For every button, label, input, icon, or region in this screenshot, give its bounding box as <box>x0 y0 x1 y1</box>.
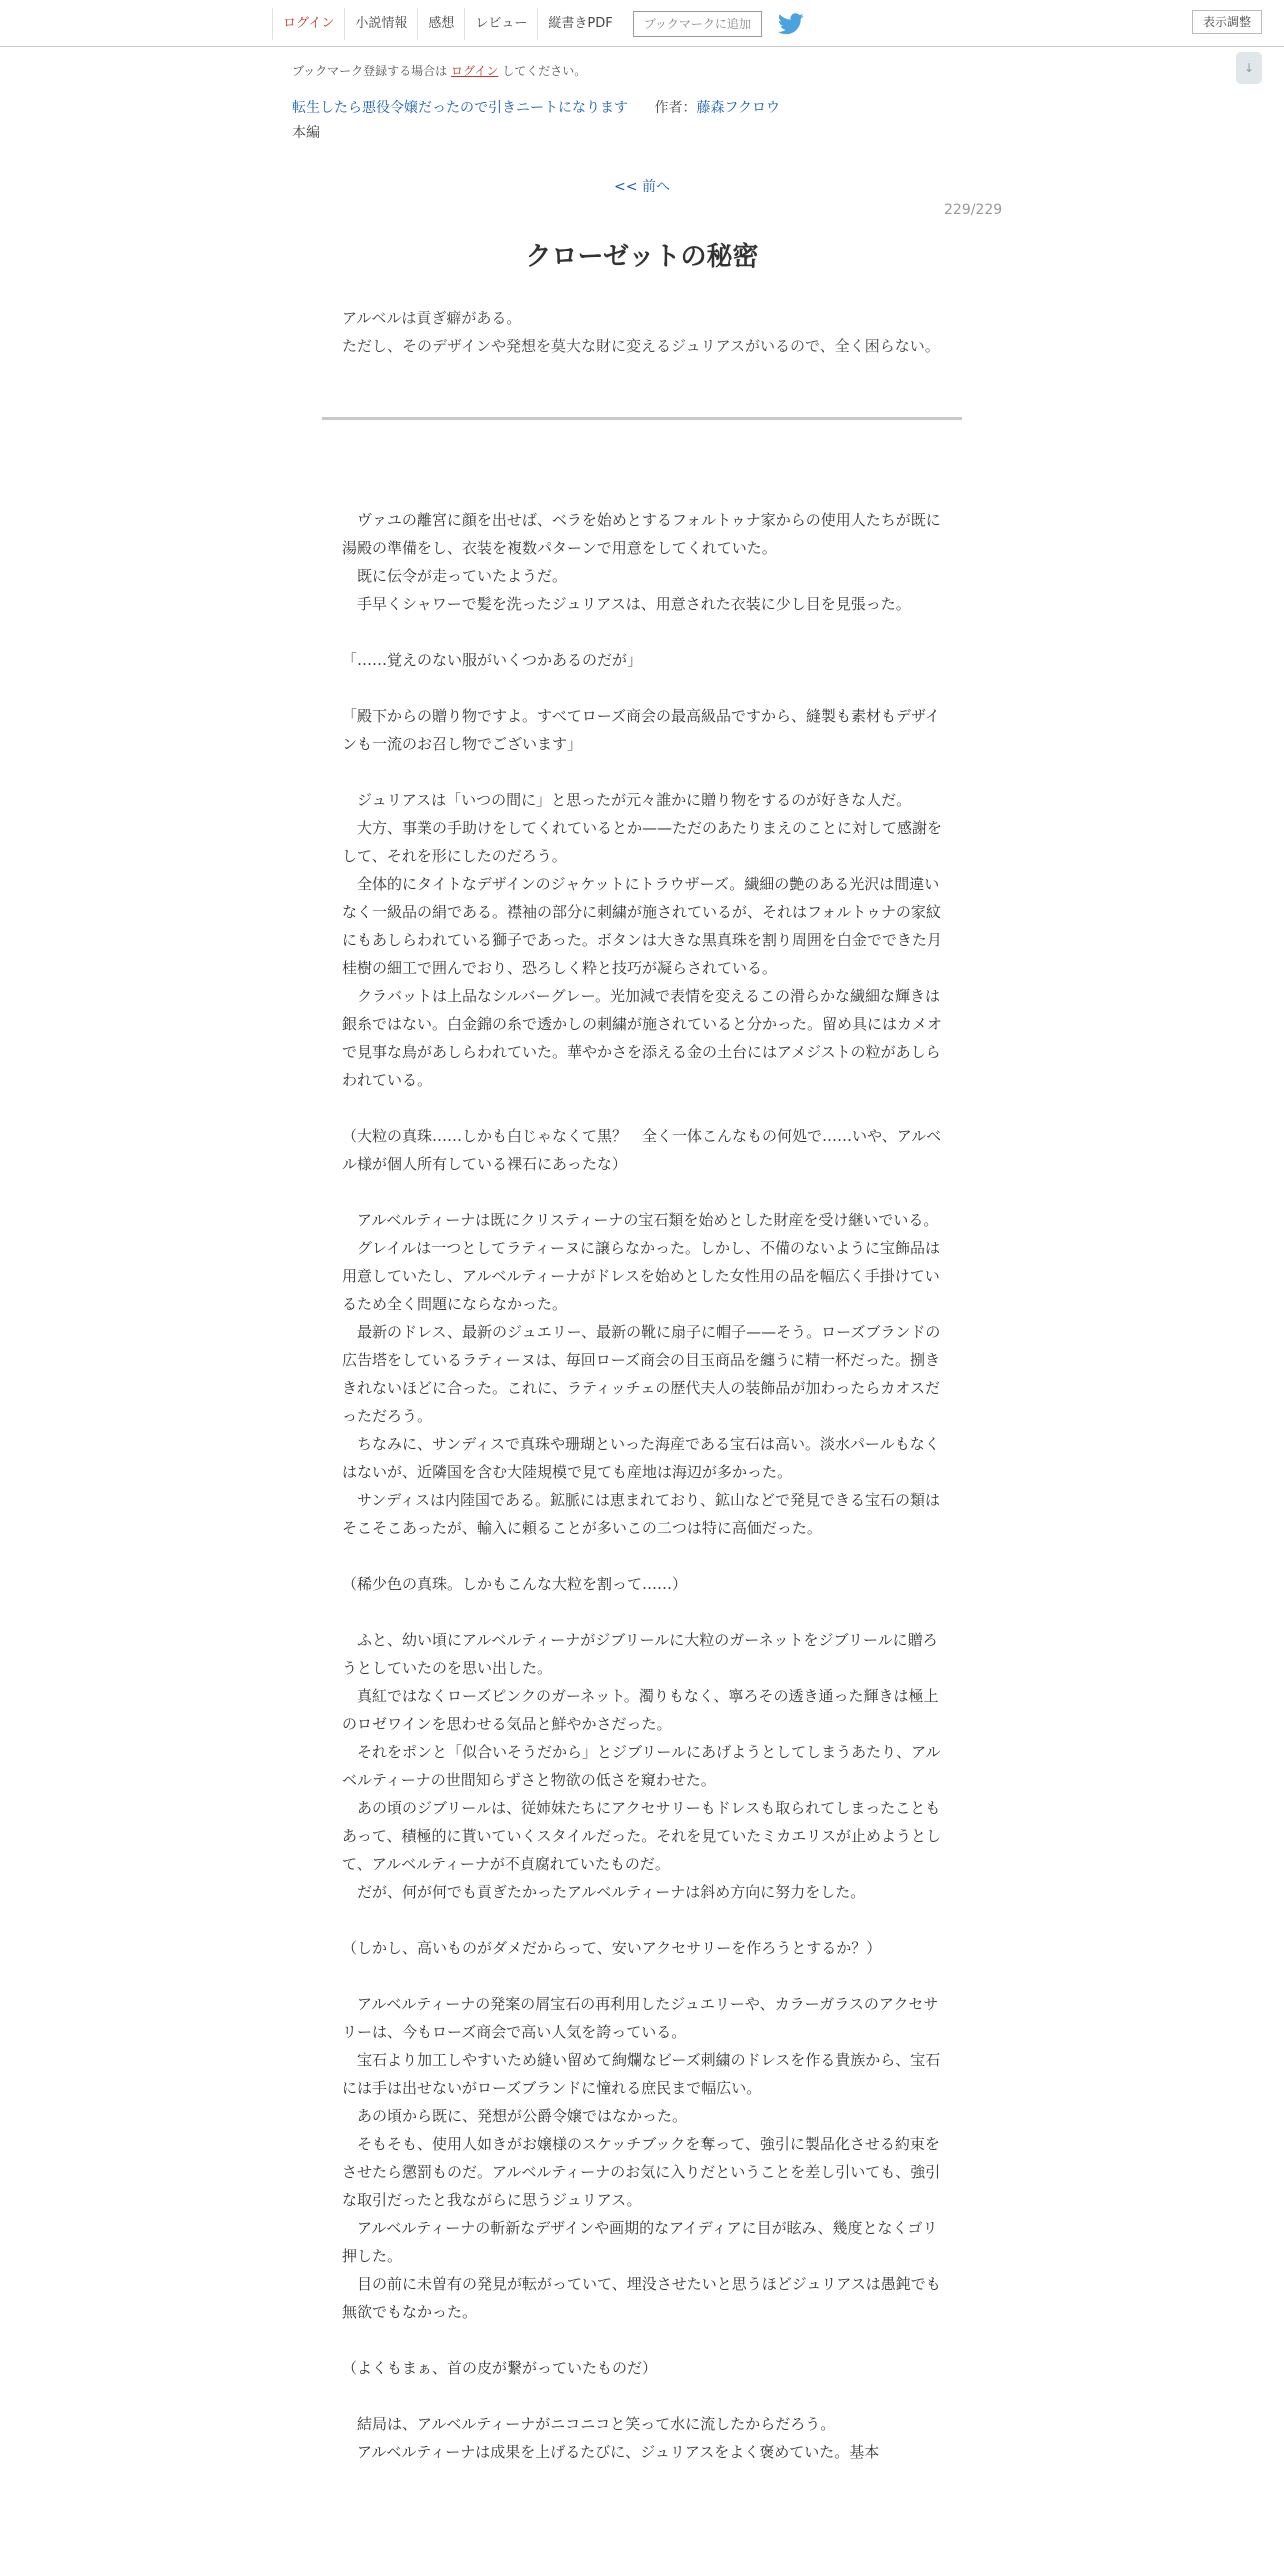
body-paragraph: 大方、事業の手助けをしてくれているとか——ただのあたりまえのことに対して感謝をして、それを形にしたのだろう。 <box>342 819 943 865</box>
nav-impressions-link[interactable]: 感想 <box>417 8 464 40</box>
body-paragraph: 全体的にタイトなデザインのジャケットにトラウザーズ。繊細の艶のある光沢は間違いなく一級品の絹である。襟袖の部分に刺繍が施されているが、それはフォルトゥナの家紋にもあしらわれている獅子であった。ボタンは大きな黒真珠を割り周囲を白金でできた月桂樹の細工で囲んでおり、恐ろしく粋と技巧が凝らされている。 <box>342 875 942 977</box>
body-paragraph: 宝石より加工しやすいため縫い留めて絢爛なビーズ刺繍のドレスを作る貴族から、宝石には手は出せないがローズブランドに憧れる庶民まで幅広い。 <box>342 2051 941 2097</box>
body-paragraph: アルベルティーナの発案の屑宝石の再利用したジュエリーや、カラーガラスのアクセサリーは、今もローズ商会で高い人気を誇っている。 <box>342 1995 939 2041</box>
body-paragraph <box>342 1178 942 1206</box>
body-paragraph: （大粒の真珠……しかも白じゃなくて黒？ 全く一体こんなもの何処で……いや、アルベル様が個人所有している裸石にあったな） <box>342 1127 942 1173</box>
body-paragraph: あの頃から既に、発想が公爵令嬢ではなかった。 <box>342 2107 688 2125</box>
body-paragraph <box>342 1542 942 1570</box>
body-paragraph: 目の前に未曽有の発見が転がっていて、埋没させたいと思うほどジュリアスは愚鈍でも無欲でもなかった。 <box>342 2275 941 2321</box>
preface <box>342 304 942 360</box>
body-paragraph <box>342 1906 942 1934</box>
body-paragraph <box>342 2326 942 2354</box>
notice-prefix: ブックマーク登録する場合は <box>292 64 448 78</box>
prev-page-link[interactable]: << 前へ <box>614 179 670 195</box>
body-paragraph: クラバットは上品なシルバーグレー。光加減で表情を変えるこの滑らかな繊細な輝きは銀糸ではない。白金錦の糸で透かしの刺繍が施されていると分かった。留め具にはカメオで見事な鳥があしらわれていた。華やかさを添える金の土台にはアメジストの粒があしらわれている。 <box>342 987 943 1089</box>
body-paragraph: ヴァユの離宮に顔を出せば、ベラを始めとするフォルトゥナ家からの使用人たちが既に湯殿の準備をし、衣装を複数パターンで用意をしてくれていた。 <box>342 511 941 557</box>
body-paragraph: グレイルは一つとしてラティーヌに譲らなかった。しかし、不備のないように宝飾品は用意していたし、アルベルティーナがドレスを始めとした女性用の品を幅広く手掛けているため全く問題にならなかった。 <box>342 1239 941 1313</box>
top-navigation-bar <box>0 0 1284 47</box>
body-paragraph <box>342 1094 942 1122</box>
body-paragraph: サンディスは内陸国である。鉱脈には恵まれており、鉱山などで発見できる宝石の類はそこそこあったが、輸入に頼ることが多いこの二つは特に高価だった。 <box>342 1491 941 1537</box>
preface-divider <box>322 417 962 420</box>
body-paragraph: 既に伝令が走っていたようだ。 <box>342 567 568 585</box>
bookmark-add-button[interactable]: ブックマークに追加 <box>633 11 762 37</box>
chapter-body <box>342 506 942 2466</box>
notice-suffix: してください。 <box>502 64 587 78</box>
body-paragraph: （稀少色の真珠。しかもこんな大粒を割って……） <box>342 1575 688 1593</box>
body-paragraph <box>342 2382 942 2410</box>
twitter-icon[interactable] <box>778 13 804 35</box>
chapter-title: クローゼットの秘密 <box>525 242 759 272</box>
body-paragraph: （よくもまぁ、首の皮が繋がっていたものだ） <box>342 2359 658 2377</box>
preface-paragraph: ただし、そのデザインや発想を莫大な財に変えるジュリアスがいるので、全く困らない。 <box>342 337 940 355</box>
body-paragraph <box>342 618 942 646</box>
body-paragraph <box>342 674 942 702</box>
body-paragraph: あの頃のジブリールは、従姉妹たちにアクセサリーもドレスも取られてしまったこともあって、積極的に貰いていくスタイルだった。それを見ていたミカエリスが止めようとして、アルベルティーナが不貞腐れていたものだ。 <box>342 1799 941 1873</box>
body-paragraph: だが、何が何でも貢ぎたかったアルベルティーナは斜め方向に努力をした。 <box>342 1883 866 1901</box>
body-paragraph: アルベルティーナの斬新なデザインや画期的なアイディアに目が眩み、幾度となくゴリ押した。 <box>342 2219 938 2265</box>
novel-title-link[interactable]: 転生したら悪役令嬢だったので引きニートになります <box>292 100 628 116</box>
body-paragraph <box>342 758 942 786</box>
body-paragraph: アルベルティーナは成果を上げるたびに、ジュリアスをよく褒めていた。基本 <box>342 2443 880 2461</box>
body-paragraph: そもそも、使用人如きがお嬢様のスケッチブックを奪って、強引に製品化させる約束をさせたら懲罰ものだ。アルベルティーナのお気に入りだということを差し引いても、強引な取引だったと我ながらに思うジュリアス。 <box>342 2135 941 2209</box>
nav-review-link[interactable]: レビュー <box>464 8 537 40</box>
page-number: 229/229 <box>944 202 1003 218</box>
author-link[interactable]: 藤森フクロウ <box>696 100 781 116</box>
nav-login-link[interactable]: ログイン <box>272 8 344 40</box>
body-paragraph: 結局は、アルベルティーナがニコニコと笑って水に流したからだろう。 <box>342 2415 836 2433</box>
notice-login-link[interactable]: ログイン <box>451 64 499 78</box>
display-settings-button[interactable]: 表示調整 <box>1192 10 1262 34</box>
section-label: 本編 <box>292 125 320 141</box>
author-label: 作者： <box>654 100 697 116</box>
body-paragraph: アルベルティーナは既にクリスティーナの宝石類を始めとした財産を受け継いでいる。 <box>342 1211 939 1229</box>
body-paragraph: ジュリアスは「いつの間に」と思ったが元々誰かに贈り物をするのが好きな人だ。 <box>342 791 912 809</box>
body-paragraph: ふと、幼い頃にアルベルティーナがジブリールに大粒のガーネットをジブリールに贈ろうとしていたのを思い出した。 <box>342 1631 938 1677</box>
body-paragraph: それをポンと「似合いそうだから」とジブリールにあげようとしてしまうあたり、アルベルティーナの世間知らずさと物欲の低さを窺わせた。 <box>342 1743 941 1789</box>
body-paragraph: 「……覚えのない服がいくつかあるのだが」 <box>342 651 643 669</box>
body-paragraph <box>342 1962 942 1990</box>
body-paragraph <box>342 1598 942 1626</box>
body-paragraph: 最新のドレス、最新のジュエリー、最新の靴に扇子に帽子——そう。ローズブランドの広告塔をしているラティーヌは、毎回ローズ商会の目玉商品を纏うに精一杯だった。捌ききれないほどに合った。これに、ラティッチェの歴代夫人の装飾品が加わったらカオスだっただろう。 <box>342 1323 941 1425</box>
main-nav <box>272 8 804 40</box>
body-paragraph: （しかし、高いものがダメだからって、安いアクセサリーを作ろうとするか？） <box>342 1939 882 1957</box>
novel-info <box>292 97 780 117</box>
bookmark-login-notice <box>292 62 586 79</box>
nav-novel-info-link[interactable]: 小説情報 <box>344 8 417 40</box>
body-paragraph: 手早くシャワーで髪を洗ったジュリアスは、用意された衣装に少し目を見張った。 <box>342 595 911 613</box>
nav-vertical-pdf-link[interactable]: 縦書きPDF <box>537 8 622 40</box>
body-paragraph: ちなみに、サンディスで真珠や珊瑚といった海産である宝石は高い。淡水パールもなくはないが、近隣国を含む大陸規模で見ても産地は海辺が多かった。 <box>342 1435 940 1481</box>
body-paragraph: 「殿下からの贈り物ですよ。すべてローズ商会の最高級品ですから、縫製も素材もデザインも一流のお召し物でございます」 <box>342 707 940 753</box>
preface-paragraph: アルベルは貢ぎ癖がある。 <box>342 309 522 327</box>
body-paragraph: 真紅ではなくローズピンクのガーネット。濁りもなく、寧ろその透き通った輝きは極上のロゼワインを思わせる気品と鮮やかさだった。 <box>342 1687 939 1733</box>
scroll-down-icon[interactable]: ↓ <box>1236 52 1262 84</box>
